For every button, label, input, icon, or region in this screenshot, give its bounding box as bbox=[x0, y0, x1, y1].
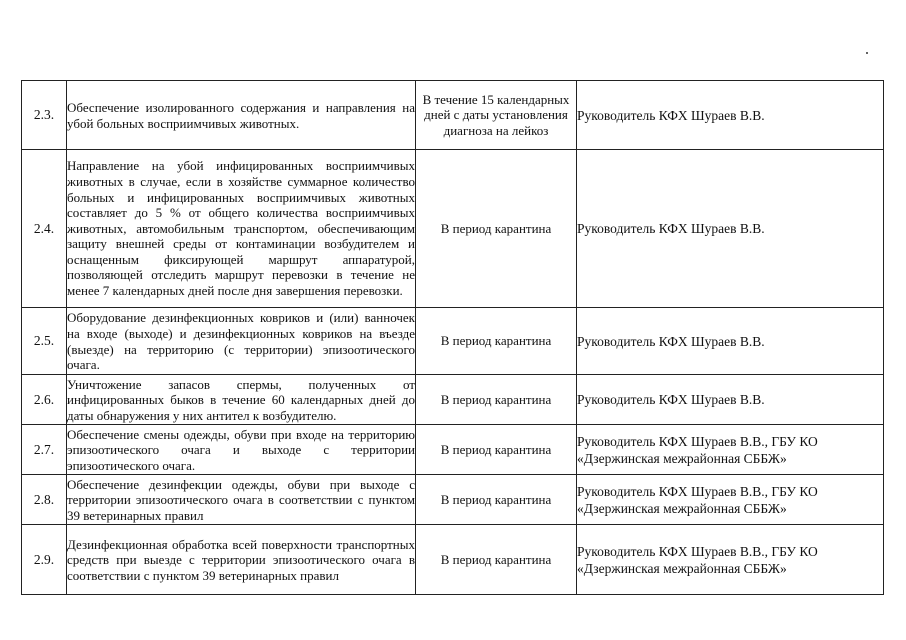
table-row bbox=[22, 525, 884, 595]
measure-term: В период карантина bbox=[416, 475, 577, 525]
measure-term: В период карантина bbox=[416, 308, 577, 375]
responsible-party: Руководитель КФХ Шураев В.В., ГБУ КО «Дзержинская межрайонная СББЖ» bbox=[577, 525, 884, 595]
measure-description: Оборудование дезинфекционных ковриков и (или) ванночек на входе (выходе) и дезинфекционных ковриков на въезде (выезде) на территорию (с территории) эпизоотического очага. bbox=[67, 308, 416, 375]
table-row bbox=[22, 375, 884, 425]
responsible-party: Руководитель КФХ Шураев В.В., ГБУ КО «Дзержинская межрайонная СББЖ» bbox=[577, 475, 884, 525]
measure-description: Обеспечение дезинфекции одежды, обуви при выходе с территории эпизоотического очага в соответствии с пунктом 39 ветеринарных правил bbox=[67, 475, 416, 525]
measure-description: Обеспечение изолированного содержания и направления на убой больных восприимчивых животных. bbox=[67, 81, 416, 150]
table-row bbox=[22, 425, 884, 475]
item-number: 2.5. bbox=[22, 308, 67, 375]
scan-speck bbox=[866, 52, 868, 54]
measure-term: В период карантина bbox=[416, 150, 577, 308]
table-row bbox=[22, 475, 884, 525]
responsible-party: Руководитель КФХ Шураев В.В., ГБУ КО «Дзержинская межрайонная СББЖ» bbox=[577, 425, 884, 475]
measure-term: В течение 15 календарных дней с даты установления диагноза на лейкоз bbox=[416, 81, 577, 150]
measure-description: Уничтожение запасов спермы, полученных от инфицированных быков в течение 60 календарных дней до даты обнаружения у них антител к возбудителю. bbox=[67, 375, 416, 425]
measure-term: В период карантина bbox=[416, 375, 577, 425]
table-row bbox=[22, 150, 884, 308]
item-number: 2.3. bbox=[22, 81, 67, 150]
item-number: 2.9. bbox=[22, 525, 67, 595]
item-number: 2.7. bbox=[22, 425, 67, 475]
item-number: 2.6. bbox=[22, 375, 67, 425]
table-row bbox=[22, 308, 884, 375]
measure-term: В период карантина bbox=[416, 425, 577, 475]
measure-description: Обеспечение смены одежды, обуви при входе на территорию эпизоотического очага и выходе с территории эпизоотического очага. bbox=[67, 425, 416, 475]
measures-table bbox=[21, 80, 884, 595]
measure-description: Направление на убой инфицированных восприимчивых животных в случае, если в хозяйстве суммарное количество больных и инфицированных восприимчивых животных составляет до 5 % от общего количества восприимчивых животных, автомобильным транспортом, обеспечивающим защиту внешней среды от контаминации возбудителем и оснащенным фиксирующей маршрут аппаратурой, позволяющей отследить маршрут перевозки в течение не менее 7 календарных дней после дня завершения перевозки. bbox=[67, 150, 416, 308]
measure-term: В период карантина bbox=[416, 525, 577, 595]
responsible-party: Руководитель КФХ Шураев В.В. bbox=[577, 375, 884, 425]
responsible-party: Руководитель КФХ Шураев В.В. bbox=[577, 308, 884, 375]
responsible-party: Руководитель КФХ Шураев В.В. bbox=[577, 150, 884, 308]
responsible-party: Руководитель КФХ Шураев В.В. bbox=[577, 81, 884, 150]
table-row bbox=[22, 81, 884, 150]
item-number: 2.8. bbox=[22, 475, 67, 525]
measure-description: Дезинфекционная обработка всей поверхности транспортных средств при выезде с территории эпизоотического очага в соответствии с пунктом 39 ветеринарных правил bbox=[67, 525, 416, 595]
item-number: 2.4. bbox=[22, 150, 67, 308]
